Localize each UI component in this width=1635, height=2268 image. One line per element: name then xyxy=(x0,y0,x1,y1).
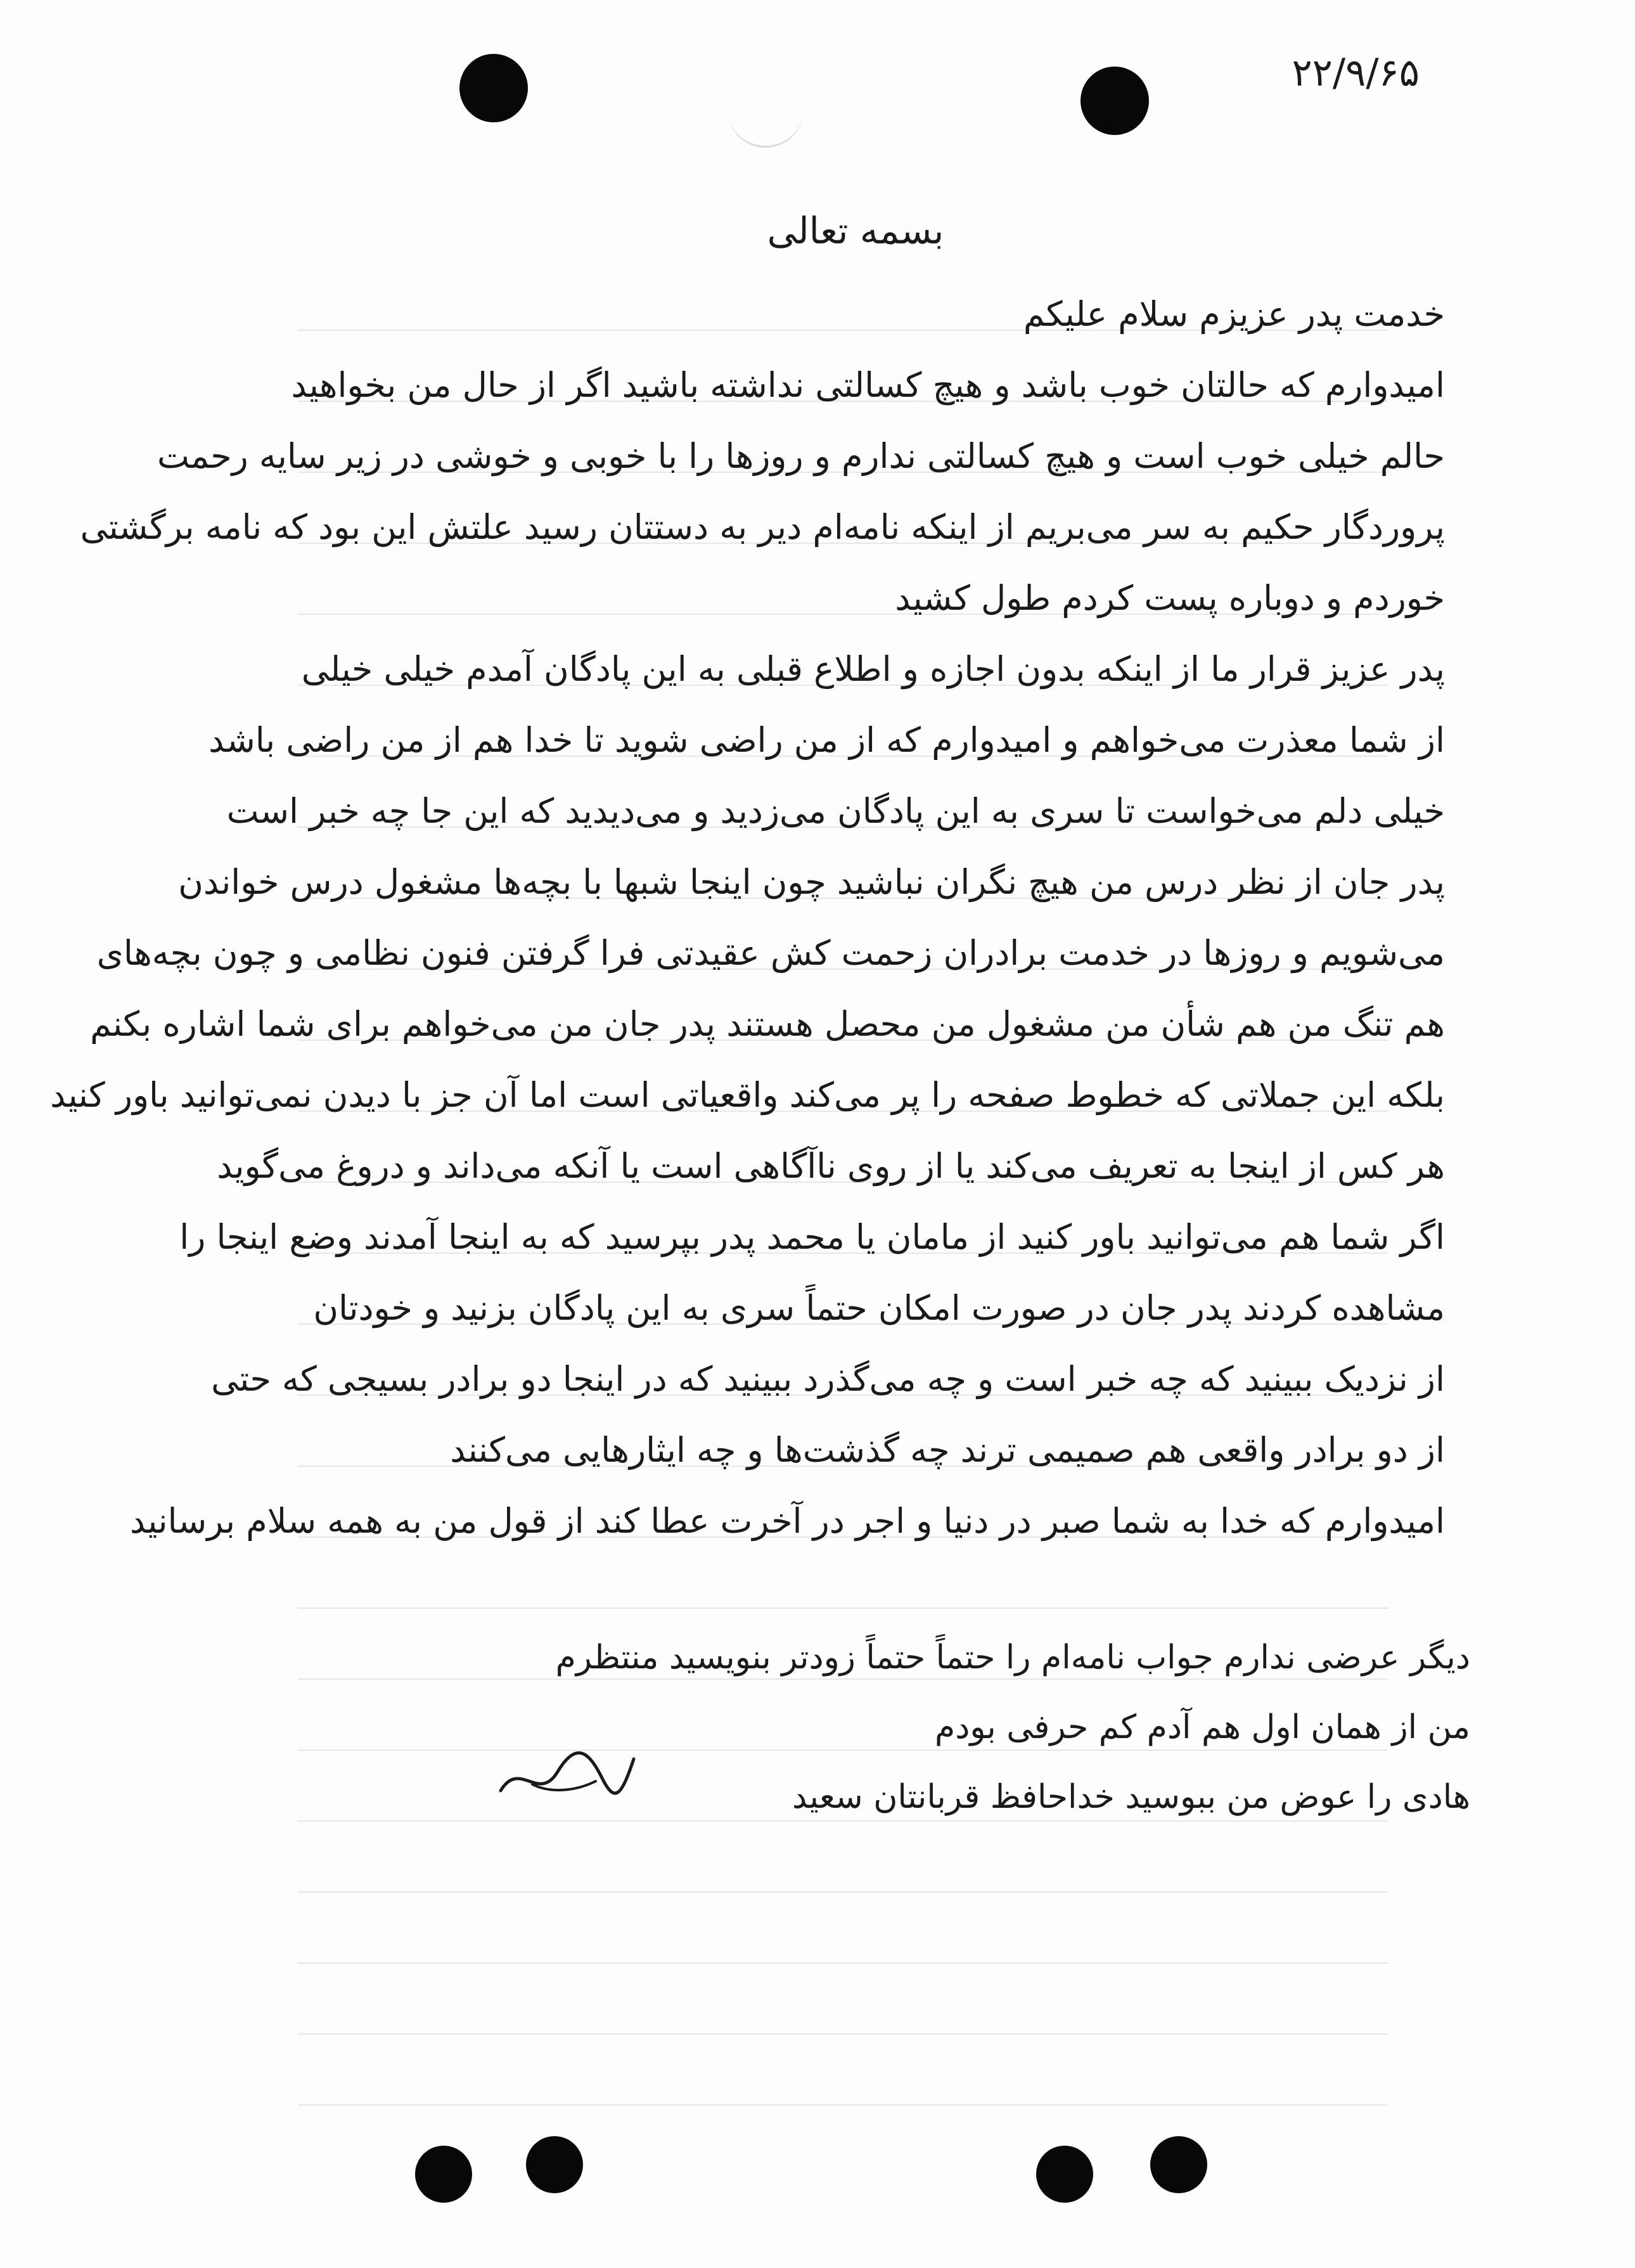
letter-line: اگر شما هم می‌توانید باور کنید از مامان یا محمد پدر بپرسید که به اینجا آمدند وضع اینجا را xyxy=(179,1217,1445,1257)
punch-hole xyxy=(1036,2146,1093,2203)
letter-line: بلکه این جملاتی که خطوط صفحه را پر می‌کند واقعیاتی است اما آن جز با دیدن نمی‌توانید باور کنید xyxy=(50,1075,1445,1115)
closing-line: دیگر عرضی ندارم جواب نامه‌ام را حتماً حتماً زودتر بنویسید منتظرم xyxy=(555,1639,1470,1677)
letter-line: پدر جان از نظر درس من هیچ نگران نباشید چون اینجا شبها با بچه‌ها مشغول درس خواندن xyxy=(178,862,1445,902)
letter-line: از شما معذرت می‌خواهم و امیدوارم که از من راضی شوید تا خدا هم از من راضی باشد xyxy=(208,720,1445,760)
closing-line: هادی را عوض من ببوسید خداحافظ قربانتان سعید xyxy=(792,1778,1470,1816)
letter-heading: بسمه تعالی xyxy=(767,209,944,252)
letter-line: امیدوارم که حالتان خوب باشد و هیچ کسالتی نداشته باشید اگر از حال من بخواهید xyxy=(291,365,1445,405)
letter-line: خوردم و دوباره پست کردم طول کشید xyxy=(895,578,1445,618)
punch-hole xyxy=(415,2146,472,2203)
staple-mark xyxy=(728,95,804,148)
ruled-line xyxy=(298,2104,1388,2106)
letter-line: هر کس از اینجا به تعریف می‌کند یا از روی ناآگاهی است یا آنکه می‌داند و دروغ می‌گوید xyxy=(217,1146,1445,1186)
letter-line: از نزدیک ببینید که چه خبر است و چه می‌گذرد ببینید که در اینجا دو برادر بسیجی که حتی xyxy=(211,1359,1445,1399)
ruled-line xyxy=(298,2033,1388,2035)
punch-hole xyxy=(1150,2136,1207,2193)
punch-hole xyxy=(459,54,528,122)
letter-line: پروردگار حکیم به سر می‌بریم از اینکه نامه‌ام دیر به دستتان رسید علتش این بود که نامه برگشتی xyxy=(80,507,1445,547)
letter-line: مشاهده کردند پدر جان در صورت امکان حتماً سری به این پادگان بزنید و خودتان xyxy=(313,1288,1445,1328)
letter-line: می‌شویم و روزها در خدمت برادران زحمت کش عقیدتی فرا گرفتن فنون نظامی و چون بچه‌های xyxy=(96,933,1445,973)
ruled-line xyxy=(298,1891,1388,1893)
letter-line: از دو برادر واقعی هم صمیمی ترند چه گذشت‌ها و چه ایثارهایی می‌کنند xyxy=(450,1430,1445,1470)
signature xyxy=(494,1746,640,1803)
punch-hole xyxy=(526,2136,583,2193)
letter-line: هم تنگ من هم شأن من مشغول من محصل هستند پدر جان من می‌خواهم برای شما اشاره بکنم xyxy=(90,1004,1445,1044)
letter-body xyxy=(50,279,1445,1557)
punch-hole xyxy=(1080,67,1149,135)
ruled-line xyxy=(298,1962,1388,1964)
letter-date: ۲۲/۹/۶۵ xyxy=(1292,51,1420,95)
letter-line: پدر عزیز قرار ما از اینکه بدون اجازه و اطلاع قبلی به این پادگان آمدم خیلی خیلی xyxy=(301,649,1445,689)
closing-line: من از همان اول هم آدم کم حرفی بودم xyxy=(935,1708,1470,1746)
letter-line: حالم خیلی خوب است و هیچ کسالتی ندارم و روزها را با خوبی و خوشی در زیر سایه رحمت xyxy=(157,436,1445,476)
letter-line: خدمت پدر عزیزم سلام علیکم xyxy=(1023,294,1445,334)
ruled-line xyxy=(298,1608,1388,1609)
letter-line: خیلی دلم می‌خواست تا سری به این پادگان می‌زدید و می‌دیدید که این جا چه خبر است xyxy=(226,791,1445,831)
letter-line: امیدوارم که خدا به شما صبر در دنیا و اجر در آخرت عطا کند از قول من به همه سلام برسانید xyxy=(129,1501,1445,1541)
